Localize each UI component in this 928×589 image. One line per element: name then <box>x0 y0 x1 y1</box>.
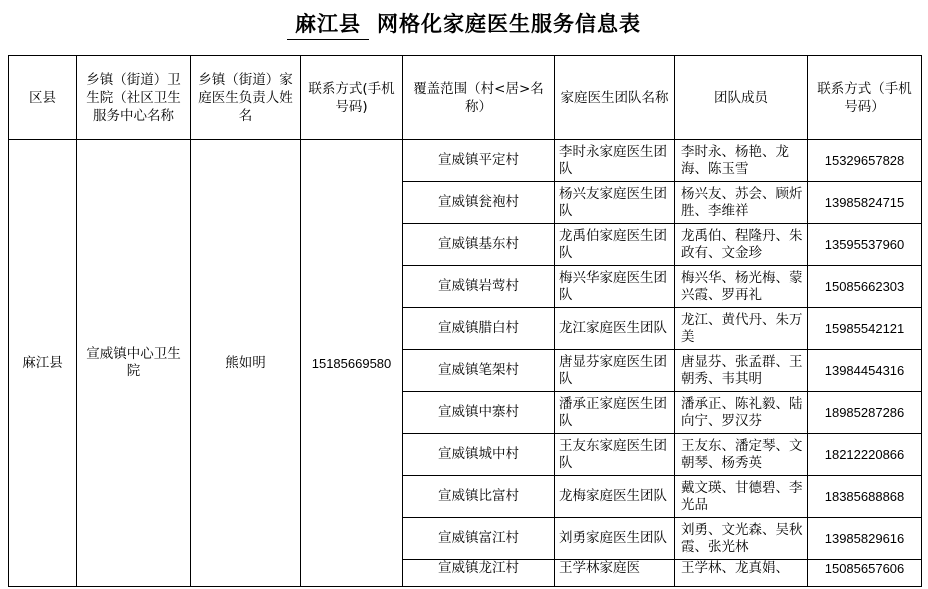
title-text: 网格化家庭医生服务信息表 <box>377 12 641 36</box>
village-cell: 宣威镇岩莺村 <box>403 266 555 308</box>
village-cell: 宣威镇基东村 <box>403 224 555 266</box>
members-cell: 刘勇、文光森、吴秋霞、张光林 <box>675 518 808 560</box>
team-cell: 梅兴华家庭医生团队 <box>555 266 675 308</box>
team-cell: 刘勇家庭医生团队 <box>555 518 675 560</box>
members-cell: 杨兴友、苏会、顾炘胜、李维祥 <box>675 182 808 224</box>
county-cell: 麻江县 <box>9 140 77 587</box>
members-cell: 龙江、黄代丹、朱万美 <box>675 308 808 350</box>
village-cell: 宣威镇中寨村 <box>403 392 555 434</box>
phone-cell: 13985824715 <box>808 182 922 224</box>
team-cell: 唐显芬家庭医生团队 <box>555 350 675 392</box>
team-cell: 龙禹伯家庭医生团队 <box>555 224 675 266</box>
village-cell: 宣威镇腊白村 <box>403 308 555 350</box>
village-cell: 宣威镇龙江村 <box>403 560 555 587</box>
team-cell: 潘承正家庭医生团队 <box>555 392 675 434</box>
phone-cell: 15085662303 <box>808 266 922 308</box>
page-title <box>0 8 928 40</box>
team-cell: 王学林家庭医 <box>555 560 675 587</box>
phone-cell: 18385688868 <box>808 476 922 518</box>
center-cell: 宣威镇中心卫生院 <box>77 140 191 587</box>
village-cell: 宣威镇笔架村 <box>403 350 555 392</box>
phone-cell: 15085657606 <box>808 560 922 587</box>
header-county: 区县 <box>9 56 77 140</box>
village-cell: 宣威镇平定村 <box>403 140 555 182</box>
header-head-phone: 联系方式(手机号码) <box>301 56 403 140</box>
phone-cell: 18212220866 <box>808 434 922 476</box>
phone-cell: 13595537960 <box>808 224 922 266</box>
team-cell: 王友东家庭医生团队 <box>555 434 675 476</box>
header-phone: 联系方式（手机号码） <box>808 56 922 140</box>
village-cell: 宣威镇富江村 <box>403 518 555 560</box>
header-center: 乡镇（街道）卫生院（社区卫生服务中心名称 <box>77 56 191 140</box>
members-cell: 王学林、龙真娟、 <box>675 560 808 587</box>
head-phone-cell: 15185669580 <box>301 140 403 587</box>
phone-cell: 13985829616 <box>808 518 922 560</box>
head-doctor-cell: 熊如明 <box>191 140 301 587</box>
header-row <box>9 56 922 140</box>
village-cell: 宣威镇城中村 <box>403 434 555 476</box>
header-coverage: 覆盖范围（村<居>名称） <box>403 56 555 140</box>
members-cell: 王友东、潘定琴、文朝琴、杨秀英 <box>675 434 808 476</box>
phone-cell: 15985542121 <box>808 308 922 350</box>
team-cell: 杨兴友家庭医生团队 <box>555 182 675 224</box>
team-cell: 龙江家庭医生团队 <box>555 308 675 350</box>
team-cell: 李时永家庭医生团队 <box>555 140 675 182</box>
info-table <box>8 55 922 587</box>
phone-cell: 15329657828 <box>808 140 922 182</box>
members-cell: 李时永、杨艳、龙海、陈玉雪 <box>675 140 808 182</box>
team-cell: 龙梅家庭医生团队 <box>555 476 675 518</box>
members-cell: 唐显芬、张孟群、王朝秀、韦其明 <box>675 350 808 392</box>
header-head-doctor: 乡镇（街道）家庭医生负责人姓名 <box>191 56 301 140</box>
phone-cell: 18985287286 <box>808 392 922 434</box>
phone-cell: 13984454316 <box>808 350 922 392</box>
members-cell: 潘承正、陈礼毅、陆向宁、罗汉芬 <box>675 392 808 434</box>
members-cell: 戴文瑛、甘德碧、李光品 <box>675 476 808 518</box>
village-cell: 宣威镇比富村 <box>403 476 555 518</box>
table-body <box>9 140 922 587</box>
table-row <box>9 140 922 182</box>
title-county: 麻江县 <box>287 8 369 40</box>
header-team: 家庭医生团队名称 <box>555 56 675 140</box>
members-cell: 龙禹伯、程隆丹、朱政有、文金珍 <box>675 224 808 266</box>
members-cell: 梅兴华、杨光梅、蒙兴霞、罗再礼 <box>675 266 808 308</box>
village-cell: 宣威镇瓮袍村 <box>403 182 555 224</box>
header-members: 团队成员 <box>675 56 808 140</box>
